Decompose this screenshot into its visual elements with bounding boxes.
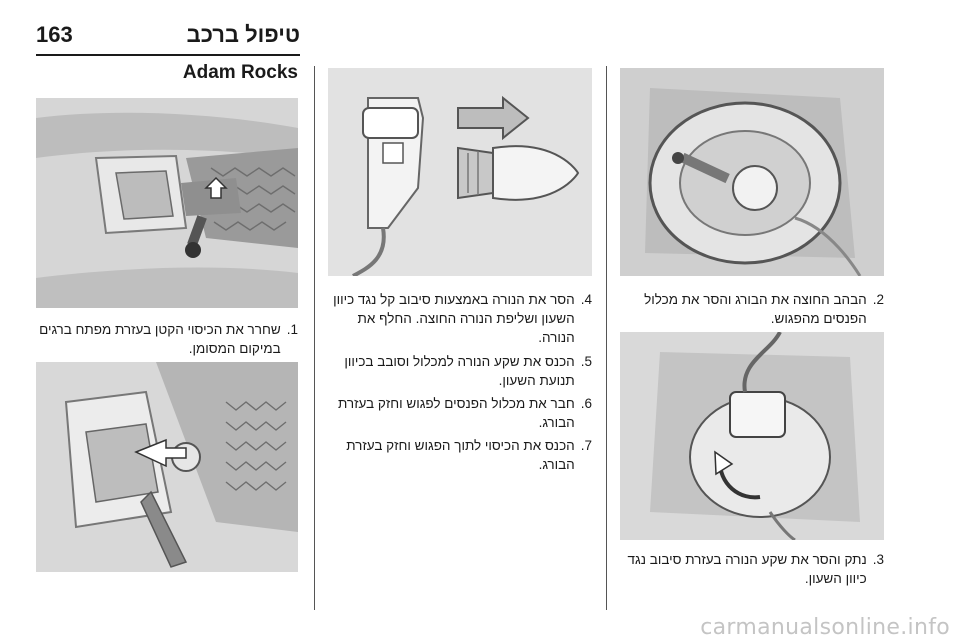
fog-lamp-socket-illustration — [620, 332, 884, 540]
step-number: 5. — [580, 354, 592, 369]
step-number: 3. — [872, 552, 884, 567]
step-text: חבר את מכלול הפנסים לפגוש וחזק בעזרת הבורג. — [337, 396, 575, 430]
photo-fog-lamp-socket — [620, 332, 884, 540]
chapter-title: טיפול ברכב — [186, 22, 300, 47]
step-number: 6. — [580, 396, 592, 411]
column-divider-right — [606, 66, 607, 610]
step-text: הכנס את הכיסוי לתוך הפגוש וחזק בעזרת הבורג. — [346, 438, 575, 472]
step-5 — [328, 352, 592, 390]
watermark: carmanualsonline.info — [700, 615, 950, 640]
section-title: Adam Rocks — [182, 62, 298, 83]
column-divider-left — [314, 66, 315, 610]
step-6 — [328, 394, 592, 432]
step-text: הכנס את שקע הנורה למכלול וסובב בכיוון תנועת השעון. — [344, 354, 575, 388]
photo-bulb-socket — [328, 68, 592, 276]
step-number: 1. — [286, 322, 298, 337]
step-7 — [328, 436, 592, 474]
page-number: 163 — [36, 22, 73, 47]
step-number: 4. — [580, 292, 592, 307]
header-rule — [36, 54, 300, 56]
step-number: 2. — [872, 292, 884, 307]
bulb-socket-illustration — [328, 68, 592, 276]
step-3 — [620, 550, 884, 588]
step-1 — [36, 320, 298, 358]
step-text: הבהב החוצה את הבורג והסר את מכלול הפנסים מהפגוש. — [644, 292, 867, 326]
photo-bumper-cover — [36, 98, 298, 308]
step-4 — [328, 290, 592, 347]
bumper-removal-illustration — [36, 362, 298, 572]
photo-bumper-removal — [36, 362, 298, 572]
photo-fog-lamp-screw — [620, 68, 884, 276]
page-header — [36, 20, 300, 50]
step-text: הסר את הנורה באמצעות סיבוב קל נגד כיוון השעון ושליפת הנורה החוצה. החלף את הנורה. — [333, 292, 575, 345]
bumper-cover-illustration — [36, 98, 298, 308]
fog-lamp-screw-illustration — [620, 68, 884, 276]
step-text: נתק והסר את שקע הנורה בעזרת סיבוב נגד כיוון השעון. — [627, 552, 867, 586]
step-text: שחרר את הכיסוי הקטן בעזרת מפתח ברגים במיקום המסומן. — [39, 322, 281, 356]
step-2 — [620, 290, 884, 328]
step-number: 7. — [580, 438, 592, 453]
